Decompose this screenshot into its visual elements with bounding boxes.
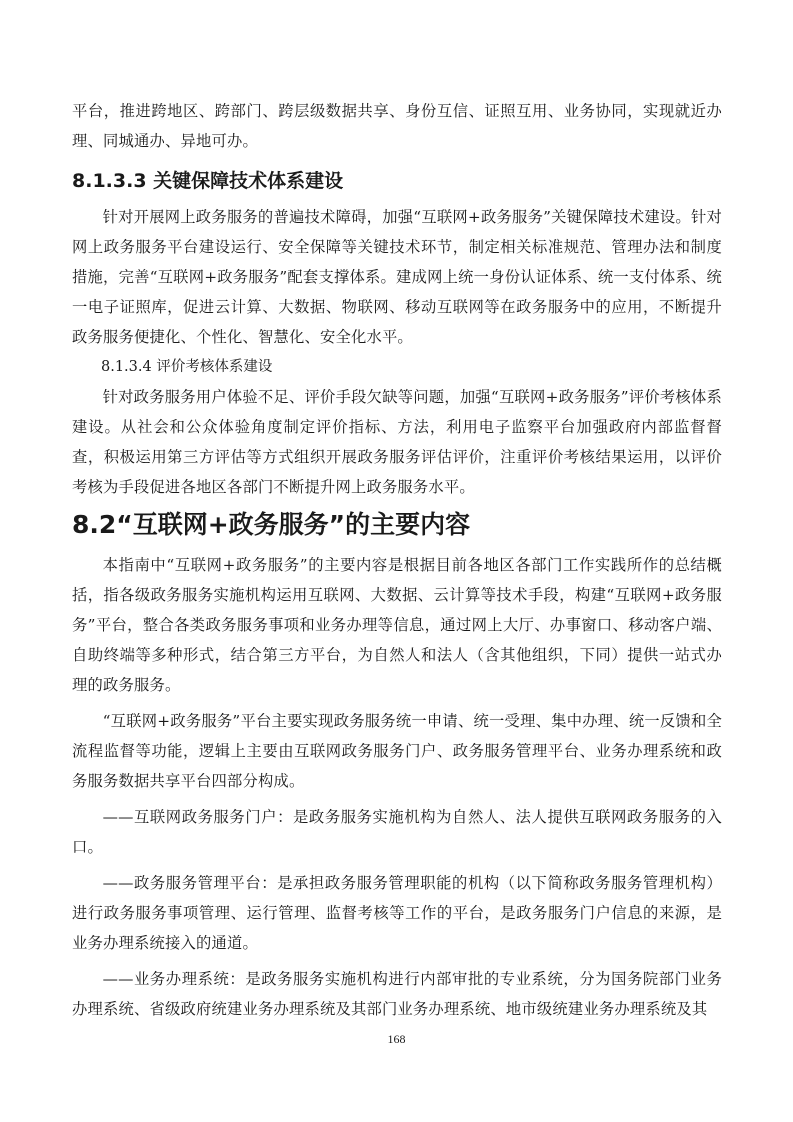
heading-8-2: 8.2“互联网+政务服务”的主要内容	[72, 510, 471, 539]
paragraph-8-2-2: “互联网+政务服务”平台主要实现政务服务统一申请、统一受理、集中办理、统一反馈和全流程监督等功能，逻辑上主要由互联网政务服务门户、政务服务管理平台、业务办理系统和政务服务数据共享平台四部分构成。	[72, 712, 722, 790]
heading-8-1-3-4: 8.1.3.4 评价考核体系建设	[101, 359, 273, 375]
document-page	[72, 96, 722, 1024]
paragraph-8-1-3-4: 针对政务服务用户体验不足、评价手段欠缺等问题，加强“互联网+政务服务”评价考核体系建设。从社会和公众体验角度制定评价指标、方法，利用电子监察平台加强政府内部监督督查，积极运用第三方评估等方式组织开展政务服务评估评价，注重评价考核结果运用，以评价考核为手段促进各地区各部门不断提升网上政务服务水平。	[72, 388, 722, 496]
paragraph-8-2-3: ——互联网政务服务门户：是政务服务实施机构为自然人、法人提供互联网政务服务的入口。	[72, 808, 722, 856]
paragraph-8-1-3-3: 针对开展网上政务服务的普遍技术障碍，加强“互联网+政务服务”关键保障技术建设。针对网上政务服务平台建设运行、安全保障等关键技术环节，制定相关标准规范、管理办法和制度措施，完善“互联网+政务服务”配套支撑体系。建成网上统一身份认证体系、统一支付体系、统一电子证照库，促进云计算、大数据、物联网、移动互联网等在政务服务中的应用，不断提升政务服务便捷化、个性化、智慧化、安全化水平。	[72, 208, 722, 346]
paragraph-8-2-1: 本指南中“互联网+政务服务”的主要内容是根据目前各地区各部门工作实践所作的总结概括，指各级政务服务实施机构运用互联网、大数据、云计算等技术手段，构建“互联网+政务服务”平台，整合各类政务服务事项和业务办理等信息，通过网上大厅、办事窗口、移动客户端、自助终端等多种形式，结合第三方平台，为自然人和法人（含其他组织，下同）提供一站式办理的政务服务。	[72, 556, 722, 694]
paragraph-intro-continued: 平台，推进跨地区、跨部门、跨层级数据共享、身份互信、证照互用、业务协同，实现就近办理、同城通办、异地可办。	[72, 102, 722, 150]
page-number: 168	[387, 1032, 406, 1046]
paragraph-8-2-4: ——政务服务管理平台：是承担政务服务管理职能的机构（以下简称政务服务管理机构）进行政务服务事项管理、运行管理、监督考核等工作的平台，是政务服务门户信息的来源，是业务办理系统接入的通道。	[72, 874, 722, 952]
heading-8-1-3-3: 8.1.3.3 关键保障技术体系建设	[72, 170, 344, 192]
paragraph-8-2-5: ——业务办理系统：是政务服务实施机构进行内部审批的专业系统，分为国务院部门业务办理系统、省级政府统建业务办理系统及其部门业务办理系统、地市级统建业务办理系统及其	[72, 970, 722, 1018]
